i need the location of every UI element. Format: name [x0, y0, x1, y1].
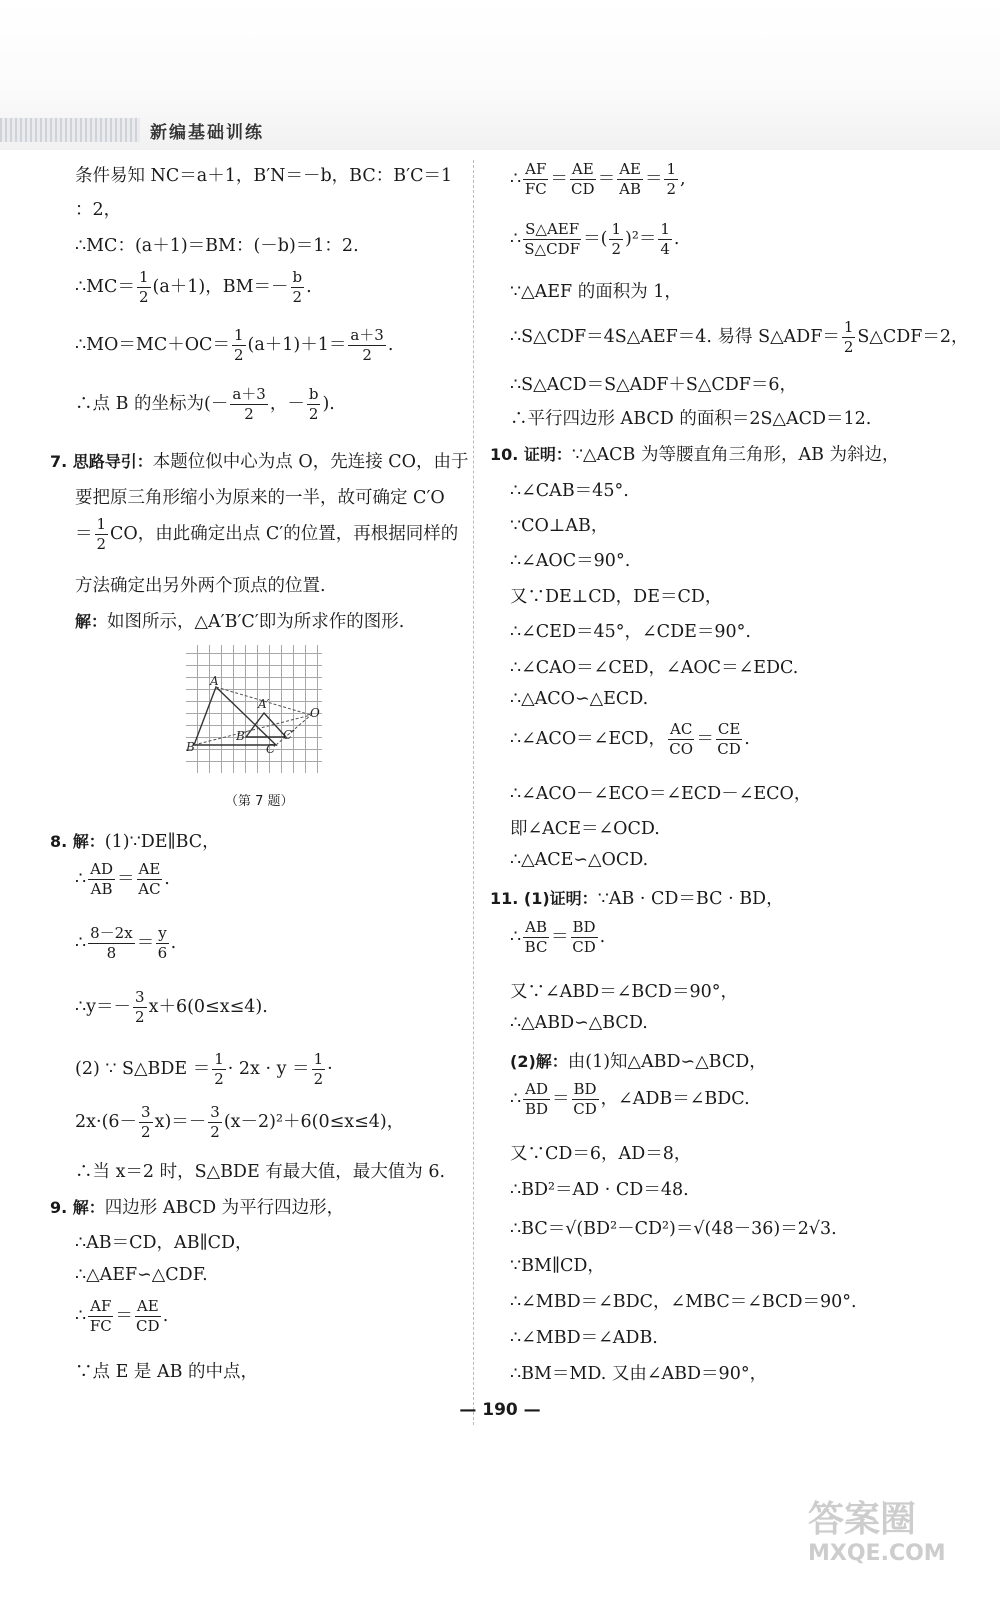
text-line: ∵BM∥CD， [510, 1256, 605, 1276]
text-line: ∴AB＝CD，AB∥CD， [75, 1233, 253, 1253]
formula-line: ∴ $\frac{8-2x}{8}$ ＝ $\frac{y}{6}$ . [75, 924, 177, 962]
text-line: ∴△ABD∽△BCD. [510, 1013, 648, 1033]
formula-line: ∴点 B 的坐标为(－ $\frac{a+3}{2}$ ，－ $\frac{b}{2}$ ). [75, 385, 335, 423]
formula-line: ∴ $\frac{AD}{BD}$ ＝ $\frac{BD}{CD}$ ，∠ADB＝∠BDC. [510, 1080, 750, 1118]
text-line: ∴△ACE∽△OCD. [510, 850, 649, 870]
grid-figure [186, 645, 322, 773]
label-C: C [266, 742, 276, 756]
watermark-line2: MXQE.COM [808, 1541, 946, 1566]
text-line: ∴∠MBD＝∠ADB. [510, 1328, 658, 1348]
text-line: ∴∠MBD＝∠BDC，∠MBC＝∠BCD＝90°. [510, 1292, 857, 1312]
label-A-prime: A′ [258, 697, 270, 711]
formula-line: ＝ $\frac{1}{2}$ CO，由此确定出点 C′的位置，再根据同样的 [75, 515, 459, 553]
header-title: 新编基础训练 [150, 123, 264, 143]
watermark-logo [808, 1500, 946, 1568]
column-divider [473, 160, 474, 1425]
formula-line: ∴∠ACO＝∠ECD， $\frac{AC}{CO}$ ＝ $\frac{CE}{CD}$ . [510, 720, 750, 758]
question-10-line: 10. 证明：∵△ACB 为等腰直角三角形，AB 为斜边， [490, 445, 900, 465]
label-B-prime: B′ [236, 729, 248, 743]
formula-line: ∴ $\frac{AB}{BC}$ ＝ $\frac{BD}{CD}$ . [510, 918, 606, 956]
text-line: ∴∠CAO＝∠CED，∠AOC＝∠EDC. [510, 658, 799, 678]
text-line: 方法确定出另外两个顶点的位置. [75, 576, 326, 596]
label-C-prime: C′ [283, 728, 295, 742]
text-line: ∴BC＝√(BD²－CD²)＝√(48－36)＝2√3. [510, 1219, 837, 1239]
formula-line: ∴S△CDF＝4S△AEF＝4. 易得 S△ADF＝ $\frac{1}{2}$ S△CDF＝2， [510, 318, 969, 356]
text-line: ∴△AEF∽△CDF. [75, 1265, 208, 1285]
formula-line: ∴ $\frac{AD}{AB}$ ＝ $\frac{AE}{AC}$ . [75, 860, 170, 898]
text-line: ∴S△ACD＝S△ADF＋S△CDF＝6， [510, 375, 798, 395]
text-line: ∴∠ACO－∠ECO＝∠ECD－∠ECO， [510, 784, 812, 804]
text-line: ∵点 E 是 AB 的中点， [75, 1362, 259, 1382]
label-O: O [310, 706, 320, 720]
solution-line: (2)解：由(1)知△ABD∽△BCD， [510, 1052, 767, 1072]
text-line: ：2， [75, 200, 122, 220]
question-9-line: 9. 解：四边形 ABCD 为平行四边形， [50, 1198, 345, 1218]
triangle-ABC [194, 687, 276, 745]
text-line: ∴BM＝MD. 又由∠ABD＝90°， [510, 1364, 768, 1384]
page-number: — 190 — [459, 1400, 541, 1420]
text-line: ∴平行四边形 ABCD 的面积＝2S△ACD＝12. [510, 409, 872, 429]
formula-line: ∴ $\frac{AF}{FC}$ ＝ $\frac{AE}{CD}$ ＝ $\frac{AE}{AB}$ ＝ $\frac{1}{2}$ , [510, 160, 686, 198]
text-line: ∴当 x＝2 时，S△BDE 有最大值，最大值为 6. [75, 1162, 446, 1182]
right-column [490, 0, 980, 1400]
formula-line: ∴MC＝ $\frac{1}{2}$ (a＋1)，BM＝－ $\frac{b}{2}$ . [75, 268, 312, 306]
text-line: ∴△ACO∽△ECD. [510, 689, 649, 709]
text-line: ∴∠CAB＝45°. [510, 481, 629, 501]
formula-line: ∴y＝－ $\frac{3}{2}$ x＋6(0≤x≤4). [75, 988, 268, 1026]
label-A: A [210, 674, 219, 688]
text-line: 又∵∠ABD＝∠BCD＝90°， [510, 982, 738, 1002]
formula-line: ∴MO＝MC＋OC＝ $\frac{1}{2}$ (a＋1)＋1＝ $\frac{a+3}{2}$ . [75, 326, 394, 364]
text-line: 又∵DE⊥CD，DE＝CD， [510, 587, 723, 607]
text-line: ∴MC：(a＋1)＝BM：(－b)＝1：2. [75, 236, 359, 256]
watermark-line1: 答案圈 [808, 1499, 917, 1540]
text-line: ∴∠AOC＝90°. [510, 551, 631, 571]
question-11-line: 11. (1)证明：∵AB · CD＝BC · BD， [490, 889, 784, 909]
text-line: 又∵CD＝6，AD＝8， [510, 1144, 692, 1164]
text-line: 条件易知 NC＝a＋1，B′N＝－b，BC：B′C＝1 [75, 166, 453, 186]
text-line: 要把原三角形缩小为原来的一半，故可确定 C′O [75, 488, 445, 508]
text-line: ∵△AEF 的面积为 1， [510, 282, 682, 302]
question-7-line: 7. 思路导引：本题位似中心为点 O，先连接 CO，由于 [50, 452, 469, 472]
formula-line: ∴ $\frac{AF}{FC}$ ＝ $\frac{AE}{CD}$ . [75, 1297, 169, 1335]
question-8-line: 8. 解：(1)∵DE∥BC， [50, 832, 220, 852]
label-B: B [186, 740, 195, 754]
formula-line: 2x·(6－ $\frac{3}{2}$ x)＝－ $\frac{3}{2}$ (x－2)²＋6(0≤x≤4)， [75, 1103, 405, 1141]
text-line: ∵CO⊥AB， [510, 516, 609, 536]
text-line: ∴BD²＝AD · CD＝48. [510, 1180, 689, 1200]
text-line: 即∠ACE＝∠OCD. [510, 819, 660, 839]
figure-caption: （第 7 题） [225, 794, 294, 809]
formula-line: (2) ∵ S△BDE ＝ $\frac{1}{2}$ · 2x · y ＝ $\frac{1}{2}$ · [75, 1050, 333, 1088]
triangle-A1B1C1 [246, 713, 286, 737]
formula-line: ∴ $\frac{\text{S△AEF}}{\text{S△CDF}}$ ＝( $\frac{1}{2}$ )²＝ $\frac{1}{4}$ . [510, 220, 680, 258]
solution-line: 解：如图所示，△A′B′C′即为所求作的图形. [75, 612, 405, 632]
text-line: ∴∠CED＝45°，∠CDE＝90°. [510, 622, 751, 642]
